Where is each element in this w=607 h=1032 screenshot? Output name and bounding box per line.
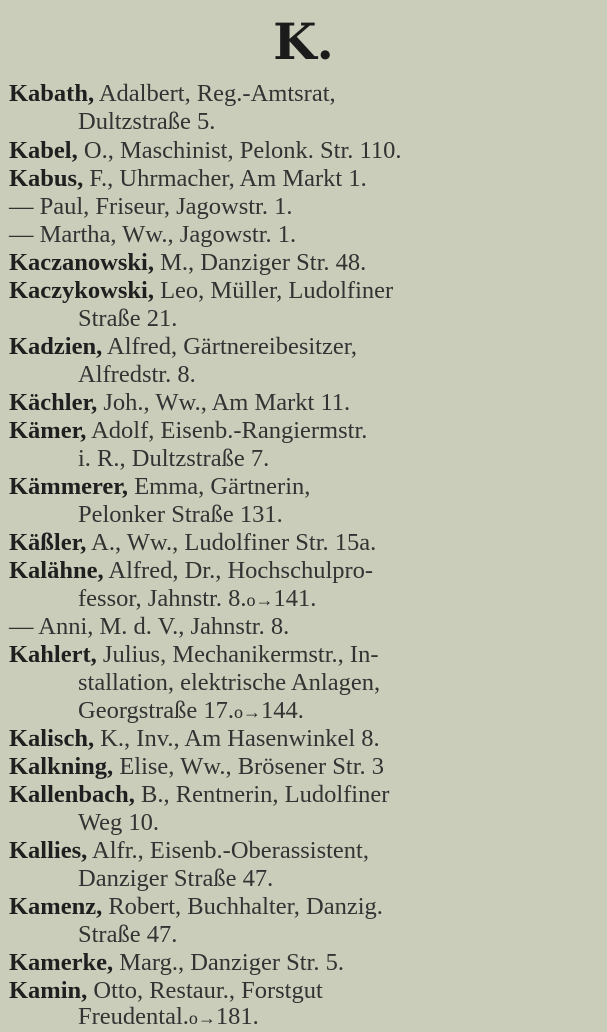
entry-continuation: fessor, Jahnstr. 8. [78,585,247,612]
entry-details: Marg., Danziger Str. 5. [113,949,344,976]
entry-line [0,333,607,361]
entry-surname: Kaczykowski, [9,277,154,304]
entry-details: Adolf, Eisenb.-Rangiermstr. [86,417,368,444]
entry-details: O., Maschinist, Pelonk. Str. 110. [77,137,402,164]
entry-details: Julius, Mechanikermstr., In- [96,641,379,668]
entry-surname: Kadzien, [9,333,103,360]
entry-continuation: stallation, elektrische Anlagen, [78,669,381,696]
entry-sub-details: — Martha, Ww., Jagowstr. 1. [9,221,297,248]
entry-line [0,949,607,977]
entry-surname: Kalähne, [9,557,104,584]
entry-line [0,80,607,108]
entry-sub-details: — Paul, Friseur, Jagowstr. 1. [9,193,293,220]
entry-surname: Kämer, [9,417,87,444]
entry-line [0,641,607,669]
entry-line [0,473,607,501]
entry-surname: Kabus, [9,165,84,192]
entry-continuation: i. R., Dultzstraße 7. [78,445,270,472]
entry-line [0,193,607,221]
entry-line [0,417,607,445]
entry-line [0,809,607,837]
telephone-icon: o→ [234,702,262,723]
entry-line [0,221,607,249]
entry-details: Leo, Müller, Ludolfiner [153,277,394,304]
entry-line [0,389,607,417]
entry-details: Alfred, Gärtnereibesitzer, [102,333,358,360]
entry-details: Elise, Ww., Brösener Str. 3 [113,753,385,780]
entry-details: Emma, Gärtnerin, [128,473,311,500]
entry-line [0,585,607,614]
entry-line [0,669,607,697]
telephone-icon: o→ [246,590,274,611]
entry-continuation: Straße 47. [78,921,178,948]
entry-line [0,753,607,781]
phone-number: 181. [215,1003,259,1030]
entry-line [0,305,607,333]
entry-details: Alfred, Dr., Hochschulpro- [103,557,374,584]
phone-number: 141. [273,585,317,612]
entry-line [0,501,607,529]
entry-sub-details: — Anni, M. d. V., Jahnstr. 8. [9,613,290,640]
entry-line [0,613,607,641]
entry-line [0,137,607,165]
entry-line [0,277,607,305]
entry-continuation: Dultzstraße 5. [78,108,216,135]
entry-details: M., Danziger Str. 48. [153,249,367,276]
entry-details: B., Rentnerin, Ludolfiner [134,781,390,808]
entry-continuation: Straße 21. [78,305,178,332]
entry-continuation: Weg 10. [78,809,160,836]
entry-surname: Kalkning, [9,753,114,780]
entry-continuation: Alfredstr. 8. [78,361,196,388]
section-letter: K. [273,12,334,71]
entry-line [0,1003,607,1032]
entry-line [0,893,607,921]
entry-details: F., Uhrmacher, Am Markt 1. [83,165,367,192]
entry-details: Adalbert, Reg.-Amtsrat, [94,80,336,107]
entry-surname: Kalisch, [9,725,95,752]
entry-line [0,108,607,136]
entry-details: Otto, Restaur., Forstgut [87,977,323,1004]
phone-number: 144. [261,697,304,724]
entry-line [0,557,607,585]
entry-line [0,921,607,949]
entry-continuation: Pelonker Straße 131. [78,501,283,528]
entry-details: Robert, Buchhalter, Danzig. [102,893,383,920]
entry-surname: Kallies, [9,837,88,864]
entry-line [0,865,607,893]
entry-surname: Kabel, [9,137,78,164]
entry-details: Alfr., Eisenb.-Oberassistent, [87,837,369,864]
entry-line [0,977,607,1005]
entry-surname: Kämmerer, [9,473,129,500]
entry-surname: Kaczanowski, [9,249,154,276]
entry-surname: Kamenz, [9,893,103,920]
entry-surname: Kamin, [9,977,88,1004]
entry-line [0,529,607,557]
entry-line [0,445,607,473]
entry-continuation: Georgstraße 17. [78,697,235,724]
entry-details: K., Inv., Am Hasenwinkel 8. [94,725,380,752]
entry-line [0,837,607,865]
entry-line [0,361,607,389]
entry-surname: Kallenbach, [9,781,135,808]
entry-line [0,725,607,753]
entry-continuation: Freudental. [78,1003,189,1030]
entry-line [0,249,607,277]
entry-surname: Kabath, [9,80,95,107]
entry-surname: Kahlert, [9,641,97,668]
entry-details: Joh., Ww., Am Markt 11. [97,389,351,416]
entry-surname: Käßler, [9,529,87,556]
entry-line [0,781,607,809]
entry-line [0,697,607,726]
entry-surname: Kächler, [9,389,98,416]
entry-details: A., Ww., Ludolfiner Str. 15a. [86,529,377,556]
entry-surname: Kamerke, [9,949,114,976]
entry-continuation: Danziger Straße 47. [78,865,274,892]
telephone-icon: o→ [188,1008,216,1029]
entry-line [0,165,607,193]
